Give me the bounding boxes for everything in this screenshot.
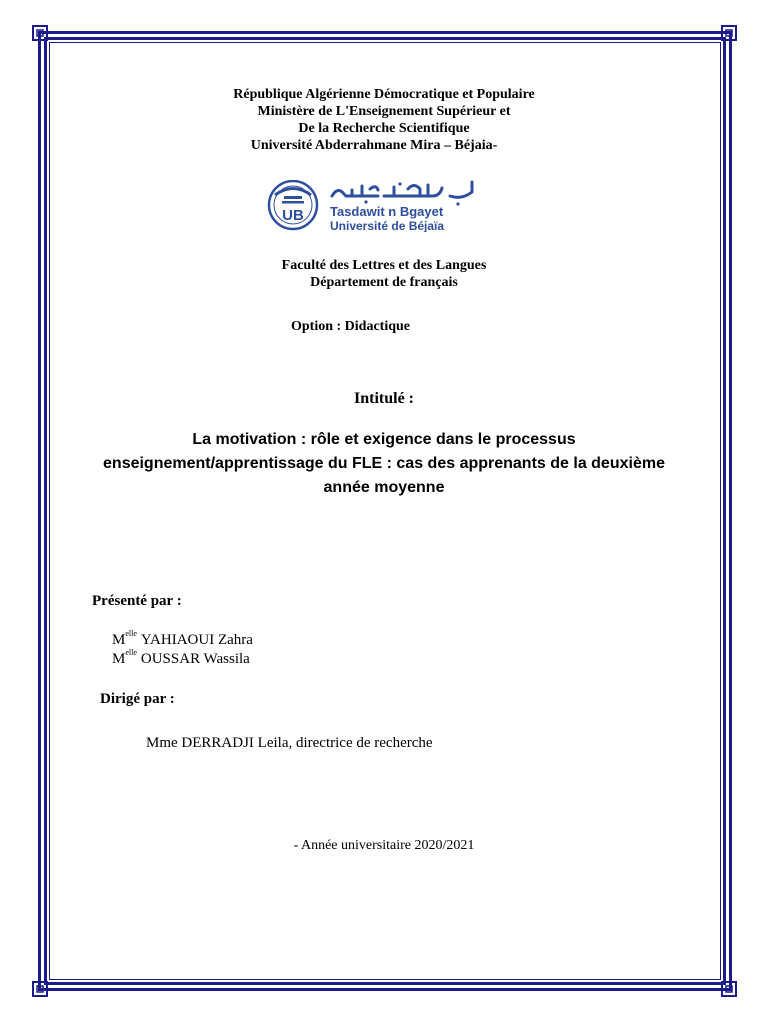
department-name: Département de français	[310, 275, 458, 290]
header-republic: République Algérienne Démocratique et Populaire	[233, 87, 535, 102]
logo-french-name: Université de Béjaïa	[330, 219, 445, 232]
student-name: $M^{elle}$ OUSSAR Wassila	[112, 648, 250, 667]
thesis-title-line: enseignement/apprentissage du FLE : cas des apprenants de la deuxième	[103, 455, 665, 472]
academic-year: - Année universitaire 2020/2021	[293, 838, 475, 853]
thesis-title	[0, 428, 768, 500]
student-name: $M^{elle}$ YAHIAOUI Zahra	[112, 629, 253, 648]
logo-berber-name: Tasdawit n Bgayet	[330, 204, 444, 219]
faculty-name: Faculté des Lettres et des Langues	[281, 258, 487, 273]
university-logo	[266, 180, 478, 232]
thesis-title-line: année moyenne	[323, 479, 445, 496]
intitule-label: Intitulé :	[354, 390, 414, 407]
border-corner-ornament	[721, 25, 737, 41]
header-ministry: Ministère de L'Enseignement Supérieur et	[257, 104, 511, 119]
presented-by-label: Présenté par :	[92, 593, 182, 609]
border-corner-ornament	[32, 981, 48, 997]
border-corner-ornament	[721, 981, 737, 997]
header-university: Université Abderrahmane Mira – Béjaia-	[250, 138, 498, 153]
header-research: De la Recherche Scientifique	[298, 121, 470, 136]
svg-text:UB: UB	[282, 207, 304, 224]
option-label: Option : Didactique	[291, 319, 411, 334]
border-corner-ornament	[32, 25, 48, 41]
thesis-title-line: La motivation : rôle et exigence dans le processus	[192, 431, 576, 448]
faculty-block	[0, 257, 768, 291]
director-name: Mme DERRADJI Leila, directrice de recherche	[146, 735, 433, 751]
directed-by-label: Dirigé par :	[100, 691, 175, 707]
institution-header	[0, 86, 768, 154]
